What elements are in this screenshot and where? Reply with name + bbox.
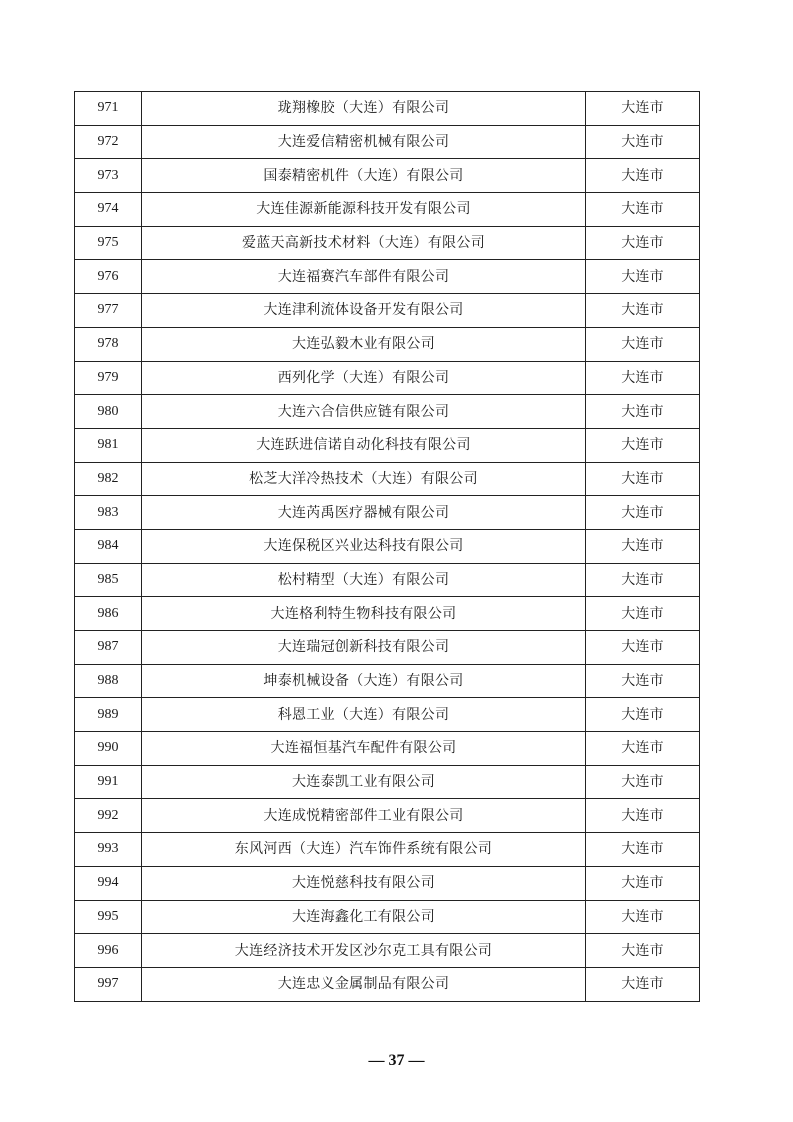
- table-row: [75, 631, 700, 665]
- row-number: 992: [75, 799, 142, 833]
- table-row: [75, 92, 700, 126]
- company-name: 爱蓝天高新技术材料（大连）有限公司: [142, 226, 586, 260]
- table-row: [75, 462, 700, 496]
- city-name: 大连市: [586, 125, 700, 159]
- company-name: 大连格利特生物科技有限公司: [142, 597, 586, 631]
- city-name: 大连市: [586, 496, 700, 530]
- table-row: [75, 361, 700, 395]
- row-number: 987: [75, 631, 142, 665]
- row-number: 975: [75, 226, 142, 260]
- company-name: 科恩工业（大连）有限公司: [142, 698, 586, 732]
- table-row: [75, 698, 700, 732]
- company-name: 大连弘毅木业有限公司: [142, 327, 586, 361]
- city-name: 大连市: [586, 732, 700, 766]
- row-number: 972: [75, 125, 142, 159]
- row-number: 976: [75, 260, 142, 294]
- row-number: 991: [75, 765, 142, 799]
- table-row: [75, 563, 700, 597]
- company-name: 大连泰凯工业有限公司: [142, 765, 586, 799]
- row-number: 988: [75, 664, 142, 698]
- city-name: 大连市: [586, 193, 700, 227]
- table-row: [75, 664, 700, 698]
- table-row: [75, 226, 700, 260]
- table-row: [75, 934, 700, 968]
- row-number: 974: [75, 193, 142, 227]
- row-number: 979: [75, 361, 142, 395]
- company-name: 大连经济技术开发区沙尔克工具有限公司: [142, 934, 586, 968]
- company-name: 松村精型（大连）有限公司: [142, 563, 586, 597]
- table-row: [75, 193, 700, 227]
- company-name: 大连佳源新能源科技开发有限公司: [142, 193, 586, 227]
- table-row: [75, 428, 700, 462]
- row-number: 984: [75, 529, 142, 563]
- company-name: 国泰精密机件（大连）有限公司: [142, 159, 586, 193]
- city-name: 大连市: [586, 934, 700, 968]
- row-number: 977: [75, 294, 142, 328]
- city-name: 大连市: [586, 765, 700, 799]
- table-row: [75, 529, 700, 563]
- row-number: 985: [75, 563, 142, 597]
- company-name: 大连忠义金属制品有限公司: [142, 967, 586, 1001]
- row-number: 982: [75, 462, 142, 496]
- city-name: 大连市: [586, 428, 700, 462]
- row-number: 978: [75, 327, 142, 361]
- table-row: [75, 159, 700, 193]
- city-name: 大连市: [586, 900, 700, 934]
- city-name: 大连市: [586, 866, 700, 900]
- company-name: 坤泰机械设备（大连）有限公司: [142, 664, 586, 698]
- row-number: 980: [75, 395, 142, 429]
- page-number: — 37 —: [368, 1052, 425, 1069]
- table-row: [75, 900, 700, 934]
- city-name: 大连市: [586, 631, 700, 665]
- row-number: 995: [75, 900, 142, 934]
- city-name: 大连市: [586, 327, 700, 361]
- row-number: 986: [75, 597, 142, 631]
- company-name: 松芝大洋冷热技术（大连）有限公司: [142, 462, 586, 496]
- row-number: 981: [75, 428, 142, 462]
- company-name: 珑翔橡胶（大连）有限公司: [142, 92, 586, 126]
- table-row: [75, 765, 700, 799]
- city-name: 大连市: [586, 92, 700, 126]
- company-table: [74, 91, 700, 1002]
- company-name: 大连津利流体设备开发有限公司: [142, 294, 586, 328]
- company-name: 大连海鑫化工有限公司: [142, 900, 586, 934]
- table-row: [75, 125, 700, 159]
- table-row: [75, 732, 700, 766]
- table-row: [75, 395, 700, 429]
- company-table-body: [75, 92, 700, 1002]
- company-name: 大连福恒基汽车配件有限公司: [142, 732, 586, 766]
- table-row: [75, 597, 700, 631]
- company-name: 大连瑞冠创新科技有限公司: [142, 631, 586, 665]
- table-row: [75, 294, 700, 328]
- city-name: 大连市: [586, 159, 700, 193]
- city-name: 大连市: [586, 664, 700, 698]
- row-number: 983: [75, 496, 142, 530]
- city-name: 大连市: [586, 563, 700, 597]
- city-name: 大连市: [586, 967, 700, 1001]
- row-number: 996: [75, 934, 142, 968]
- row-number: 990: [75, 732, 142, 766]
- city-name: 大连市: [586, 462, 700, 496]
- city-name: 大连市: [586, 395, 700, 429]
- row-number: 994: [75, 866, 142, 900]
- table-row: [75, 833, 700, 867]
- table-row: [75, 260, 700, 294]
- city-name: 大连市: [586, 833, 700, 867]
- row-number: 989: [75, 698, 142, 732]
- city-name: 大连市: [586, 799, 700, 833]
- row-number: 973: [75, 159, 142, 193]
- city-name: 大连市: [586, 698, 700, 732]
- company-name: 大连悦慈科技有限公司: [142, 866, 586, 900]
- table-row: [75, 799, 700, 833]
- company-name: 大连六合信供应链有限公司: [142, 395, 586, 429]
- city-name: 大连市: [586, 260, 700, 294]
- company-name: 大连跃进信诺自动化科技有限公司: [142, 428, 586, 462]
- row-number: 993: [75, 833, 142, 867]
- company-name: 西列化学（大连）有限公司: [142, 361, 586, 395]
- table-row: [75, 866, 700, 900]
- company-name: 大连保税区兴业达科技有限公司: [142, 529, 586, 563]
- row-number: 997: [75, 967, 142, 1001]
- company-name: 大连福赛汽车部件有限公司: [142, 260, 586, 294]
- company-name: 大连成悦精密部件工业有限公司: [142, 799, 586, 833]
- company-name: 大连芮禹医疗器械有限公司: [142, 496, 586, 530]
- table-row: [75, 327, 700, 361]
- table-row: [75, 496, 700, 530]
- city-name: 大连市: [586, 294, 700, 328]
- row-number: 971: [75, 92, 142, 126]
- table-row: [75, 967, 700, 1001]
- company-name: 东风河西（大连）汽车饰件系统有限公司: [142, 833, 586, 867]
- city-name: 大连市: [586, 529, 700, 563]
- city-name: 大连市: [586, 361, 700, 395]
- city-name: 大连市: [586, 226, 700, 260]
- company-name: 大连爱信精密机械有限公司: [142, 125, 586, 159]
- city-name: 大连市: [586, 597, 700, 631]
